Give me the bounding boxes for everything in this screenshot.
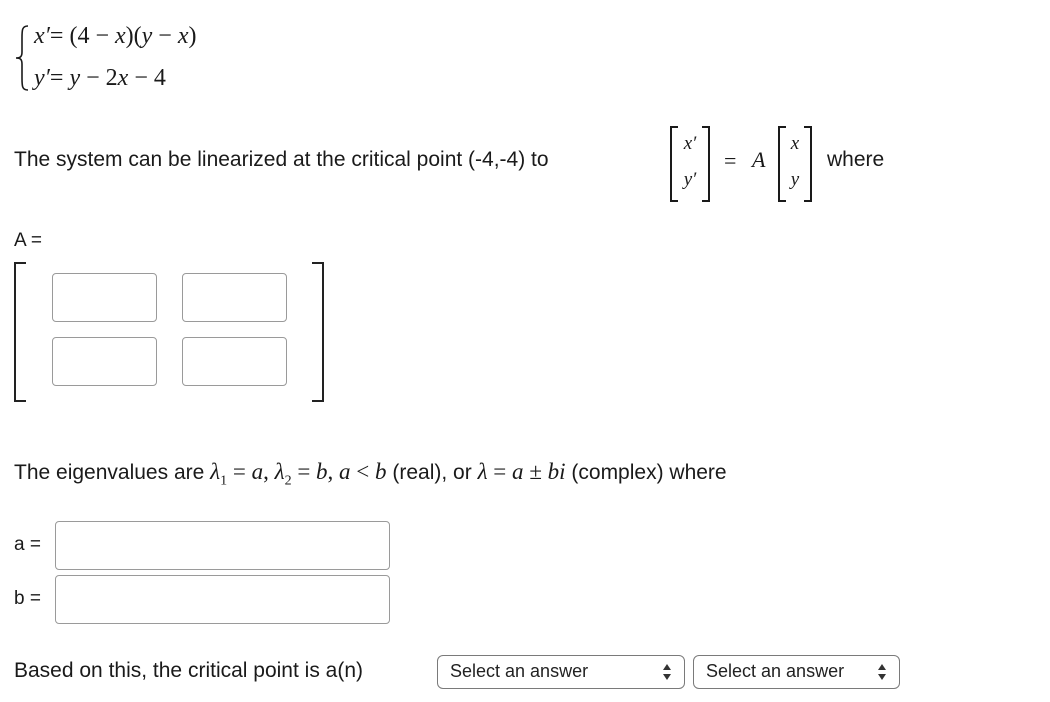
left-brace: [14, 24, 30, 92]
equation-x: x′= (4 − x)(y − x): [34, 23, 197, 49]
matrix-cell-a22[interactable]: [182, 337, 287, 386]
matrix-cell-a21[interactable]: [52, 337, 157, 386]
equation-y: y′= y − 2x − 4: [34, 65, 166, 91]
matrix-symbol: A: [752, 147, 766, 172]
b-input[interactable]: [55, 575, 390, 624]
select-arrows-icon: [877, 661, 887, 683]
type-select[interactable]: Select an answer: [693, 655, 900, 689]
statement-suffix: where: [827, 148, 885, 171]
stability-select[interactable]: Select an answer: [437, 655, 685, 689]
matrix-cell-a11[interactable]: [52, 273, 157, 322]
matrix-label: A =: [14, 230, 42, 251]
eigenvalue-statement: The eigenvalues are $\lambda_1 = a$, $\lambda_2 = b$, a < b (real), or λ = a ± bi (complex) where: [14, 459, 727, 489]
lhs-vector: x′ y′: [670, 126, 710, 198]
linearization-statement: The system can be linearized at the critical point (-4,-4) to: [14, 148, 549, 171]
equals-sign: =: [724, 148, 737, 173]
b-label: b =: [14, 588, 41, 609]
a-input[interactable]: [55, 521, 390, 570]
matrix-cell-a12[interactable]: [182, 273, 287, 322]
select-arrows-icon: [662, 661, 672, 683]
matrix-right-bracket: [312, 262, 324, 402]
rhs-vector: x y: [778, 126, 812, 198]
classification-prompt: Based on this, the critical point is a(n): [14, 659, 364, 682]
a-label: a =: [14, 534, 41, 555]
matrix-left-bracket: [14, 262, 26, 402]
